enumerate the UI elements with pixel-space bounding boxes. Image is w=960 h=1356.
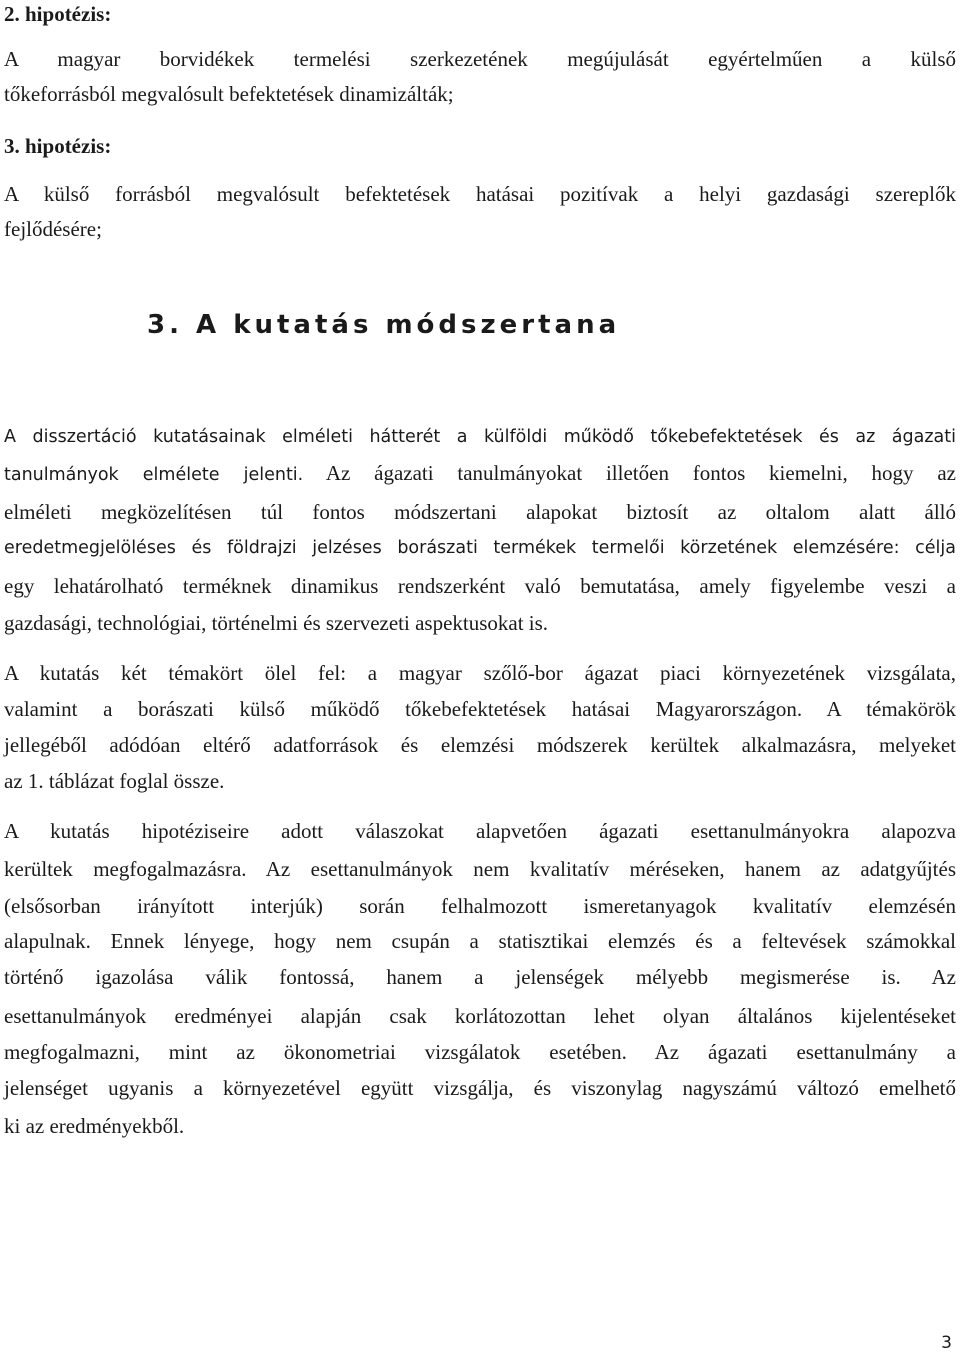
hypothesis-2-line: A magyar borvidékek termelési szerkezetének megújulását egyértelműen a külső	[4, 47, 956, 71]
paragraph-3-line: A kutatás hipotéziseire adott válaszokat alapvetően ágazati esettanulmányokra alapozva	[4, 819, 956, 843]
section-title: 3. A kutatás módszertana	[147, 310, 621, 340]
hypothesis-2-heading: 2. hipotézis:	[4, 2, 112, 26]
hypothesis-3-line: A külső forrásból megvalósult befektetések hatásai pozitívak a helyi gazdasági szereplők	[4, 182, 956, 206]
paragraph-3-line: alapulnak. Ennek lényege, hogy nem csupán a statisztikai elemzés és a feltevések számokkal	[4, 929, 956, 953]
paragraph-2-line: jellegéből adódóan eltérő adatforrások és elemzési módszerek kerültek alkalmazásra, melyeket	[4, 733, 956, 757]
paragraph-1-line: A disszertáció kutatásainak elméleti hátterét a külföldi működő tőkebefektetések és az ágazati	[4, 427, 956, 447]
paragraph-1-line-serif-part: Az ágazati tanulmányokat illetően fontos kiemelni, hogy az	[303, 461, 956, 485]
paragraph-1-line: eredetmegjelöléses és földrajzi jelzéses borászati termékek termelői körzetének elemzésére: célja	[4, 538, 956, 558]
paragraph-1-line: elméleti megközelítésen túl fontos módszertani alapokat biztosít az oltalom alatt álló	[4, 500, 956, 524]
paragraph-1-line-sans-part: tanulmányok elmélete jelenti.	[4, 465, 304, 485]
paragraph-1-line: gazdasági, technológiai, történelmi és szervezeti aspektusokat is.	[4, 611, 549, 635]
hypothesis-3-line: fejlődésére;	[4, 217, 102, 241]
paragraph-3-line: történő igazolása válik fontossá, hanem a jelenségek mélyebb megismerése is. Az	[4, 965, 956, 989]
paragraph-3-line: (elsősorban irányított interjúk) során felhalmozott ismeretanyagok kvalitatív elemzésén	[4, 894, 956, 918]
paragraph-3-line: jelenséget ugyanis a környezetével együtt vizsgálja, és viszonylag nagyszámú változó emelhető	[4, 1076, 956, 1100]
paragraph-2-line: A kutatás két témakört ölel fel: a magyar szőlő-bor ágazat piaci környezetének vizsgálata,	[4, 661, 956, 685]
paragraph-3-line: kerültek megfogalmazásra. Az esettanulmányok nem kvalitatív méréseken, hanem az adatgyűjtés	[4, 857, 956, 881]
paragraph-2-line: az 1. táblázat foglal össze.	[4, 769, 225, 793]
paragraph-3-line: esettanulmányok eredményei alapján csak korlátozottan lehet olyan általános kijelentéseket	[4, 1004, 956, 1028]
paragraph-2-line: valamint a borászati külső működő tőkebefektetések hatásai Magyarországon. A témakörök	[4, 697, 956, 721]
paragraph-1-line-mixed	[4, 461, 956, 486]
hypothesis-2-line: tőkeforrásból megvalósult befektetések dinamizálták;	[4, 82, 454, 106]
paragraph-3-line: megfogalmazni, mint az ökonometriai vizsgálatok esetében. Az ágazati esettanulmány a	[4, 1040, 956, 1064]
paragraph-3-line: ki az eredményekből.	[4, 1114, 185, 1138]
hypothesis-3-heading: 3. hipotézis:	[4, 134, 112, 158]
paragraph-1-line: egy lehatárolható terméknek dinamikus rendszerként való bemutatása, amely figyelembe veszi a	[4, 574, 956, 598]
page-number: 3	[941, 1333, 952, 1353]
